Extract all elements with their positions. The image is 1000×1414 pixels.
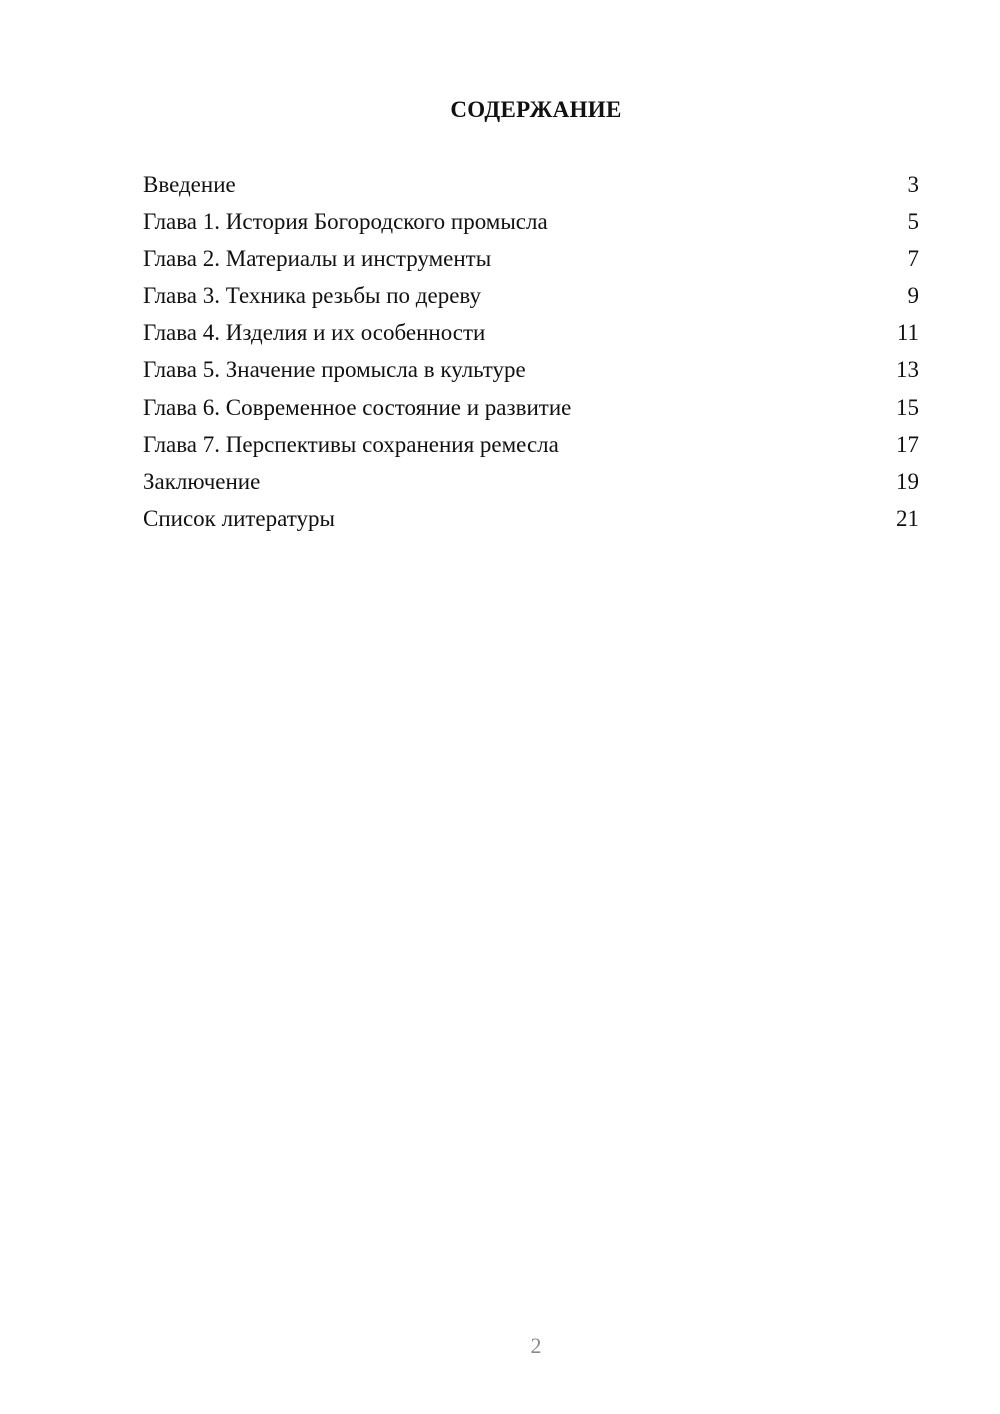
toc-entry-label: Глава 6. Современное состояние и развитие (143, 394, 572, 420)
toc-entry-page: 17 (896, 431, 919, 457)
toc-entry-page: 11 (896, 320, 919, 346)
toc-entry-page: 19 (896, 468, 919, 494)
toc-entry-page: 7 (907, 246, 919, 272)
toc-entry (143, 426, 919, 463)
toc-entry-page: 5 (907, 209, 919, 235)
toc-entry-page: 15 (896, 394, 919, 420)
toc-entry-page: 3 (907, 172, 919, 197)
toc-entry-page: 13 (896, 357, 919, 383)
toc-entry-label: Глава 5. Значение промысла в культуре (143, 357, 526, 383)
toc-title: СОДЕРЖАНИЕ (450, 97, 622, 122)
toc-entry-label: Заключение (143, 468, 261, 494)
toc-entry (143, 203, 919, 240)
table-of-contents (143, 166, 919, 537)
toc-entry (143, 277, 919, 314)
toc-entry-page: 9 (907, 283, 919, 309)
toc-entry (143, 389, 919, 426)
toc-entry (143, 500, 919, 537)
page-number: 2 (530, 1333, 542, 1358)
toc-entry-label: Список литературы (143, 505, 335, 531)
toc-entry-page: 21 (896, 505, 919, 531)
toc-entry (143, 463, 919, 500)
toc-entry-label: Глава 1. История Богородского промысла (143, 209, 548, 235)
toc-entry-label: Глава 3. Техника резьбы по дереву (143, 283, 481, 309)
toc-entry-label: Глава 2. Материалы и инструменты (143, 246, 492, 272)
toc-entry (143, 166, 919, 203)
toc-entry-label: Введение (143, 172, 236, 197)
toc-entry-label: Глава 7. Перспективы сохранения ремесла (143, 431, 559, 457)
toc-entry (143, 240, 919, 277)
toc-entry (143, 314, 919, 351)
toc-entry-label: Глава 4. Изделия и их особенности (143, 320, 486, 346)
toc-entry (143, 351, 919, 388)
